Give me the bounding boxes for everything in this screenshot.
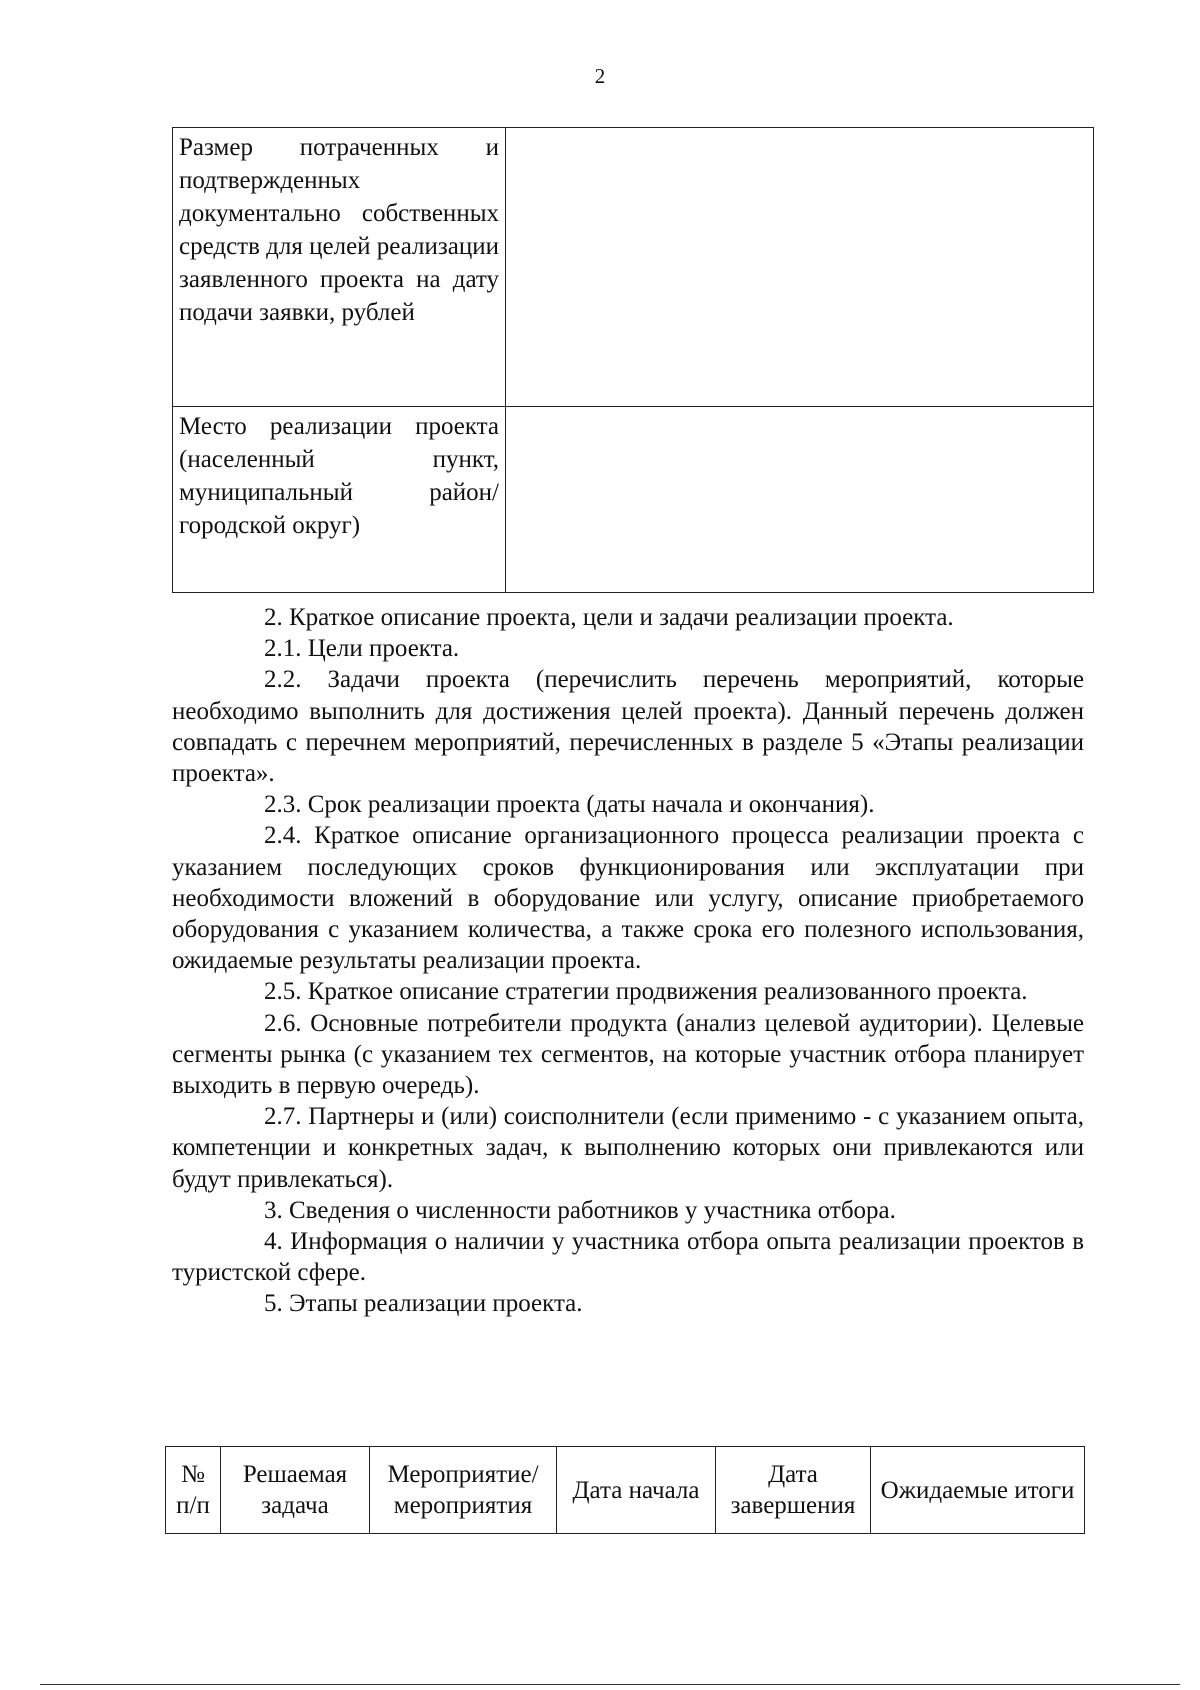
table-header-row: [166, 1447, 1085, 1534]
header-end-date: Дата завершения: [716, 1447, 871, 1534]
paragraph-2-1: 2.1. Цели проекта.: [264, 635, 460, 663]
paragraph-2-5: 2.5. Краткое описание стратегии продвижения реализованного проекта.: [264, 978, 1028, 1006]
project-info-table: [172, 127, 1094, 593]
paragraph-3: 3. Сведения о численности работников у участника отбора.: [264, 1196, 896, 1224]
row-value-location: [506, 407, 1094, 593]
paragraph-4: 4. Информация о наличии у участника отбора опыта реализации проектов в туристской сфере.: [172, 1228, 1084, 1287]
paragraph-5: 5. Этапы реализации проекта.: [264, 1290, 583, 1318]
paragraph-2-6: 2.6. Основные потребители продукта (анализ целевой аудитории). Целевые сегменты рынка (с указанием тех сегментов, на которые участник отбора планирует выходить в первую очередь).: [172, 1009, 1084, 1100]
header-expected-results: Ожидаемые итоги: [871, 1447, 1085, 1534]
paragraph-2-4: 2.4. Краткое описание организационного процесса реализации проекта с указанием последующих сроков функционирования или эксплуатации при необходимости вложений в оборудование или услугу, описание приобретаемого оборудования с указанием количества, а также срока его полезного использования, ожидаемые результаты реализации проекта.: [172, 822, 1084, 975]
header-task: Решаемая задача: [221, 1447, 370, 1534]
row-label-own-funds: Размер потраченных и подтвержденных документально собственных средств для целей реализации заявленного проекта на дату подачи заявки, рублей: [173, 128, 506, 407]
header-number: № п/п: [166, 1447, 221, 1534]
paragraph-2-3: 2.3. Срок реализации проекта (даты начала и окончания).: [264, 791, 875, 819]
table-row: [173, 128, 1094, 407]
paragraph-2-7: 2.7. Партнеры и (или) соисполнители (если применимо - с указанием опыта, компетенции и конкретных задач, к выполнению которых они привлекаются или будут привлекаться).: [172, 1103, 1084, 1193]
paragraph-2-2: 2.2. Задачи проекта (перечислить перечень мероприятий, которые необходимо выполнить для достижения целей проекта). Данный перечень должен совпадать с перечнем мероприятий, перечисленных в разделе 5 «Этапы реализации проекта».: [172, 666, 1084, 788]
project-stages-table: [165, 1446, 1085, 1534]
bottom-divider: [40, 1684, 1180, 1685]
header-activity: Мероприятие/ мероприятия: [370, 1447, 557, 1534]
header-start-date: Дата начала: [557, 1447, 716, 1534]
paragraph-2: 2. Краткое описание проекта, цели и задачи реализации проекта.: [264, 604, 954, 631]
table-row: [173, 407, 1094, 593]
page-number: 2: [594, 64, 606, 88]
row-label-location: Место реализации проекта (населенный пункт, муниципальный район/городской округ): [173, 407, 506, 593]
document-body: [172, 602, 1084, 1320]
row-value-own-funds: [506, 128, 1094, 407]
